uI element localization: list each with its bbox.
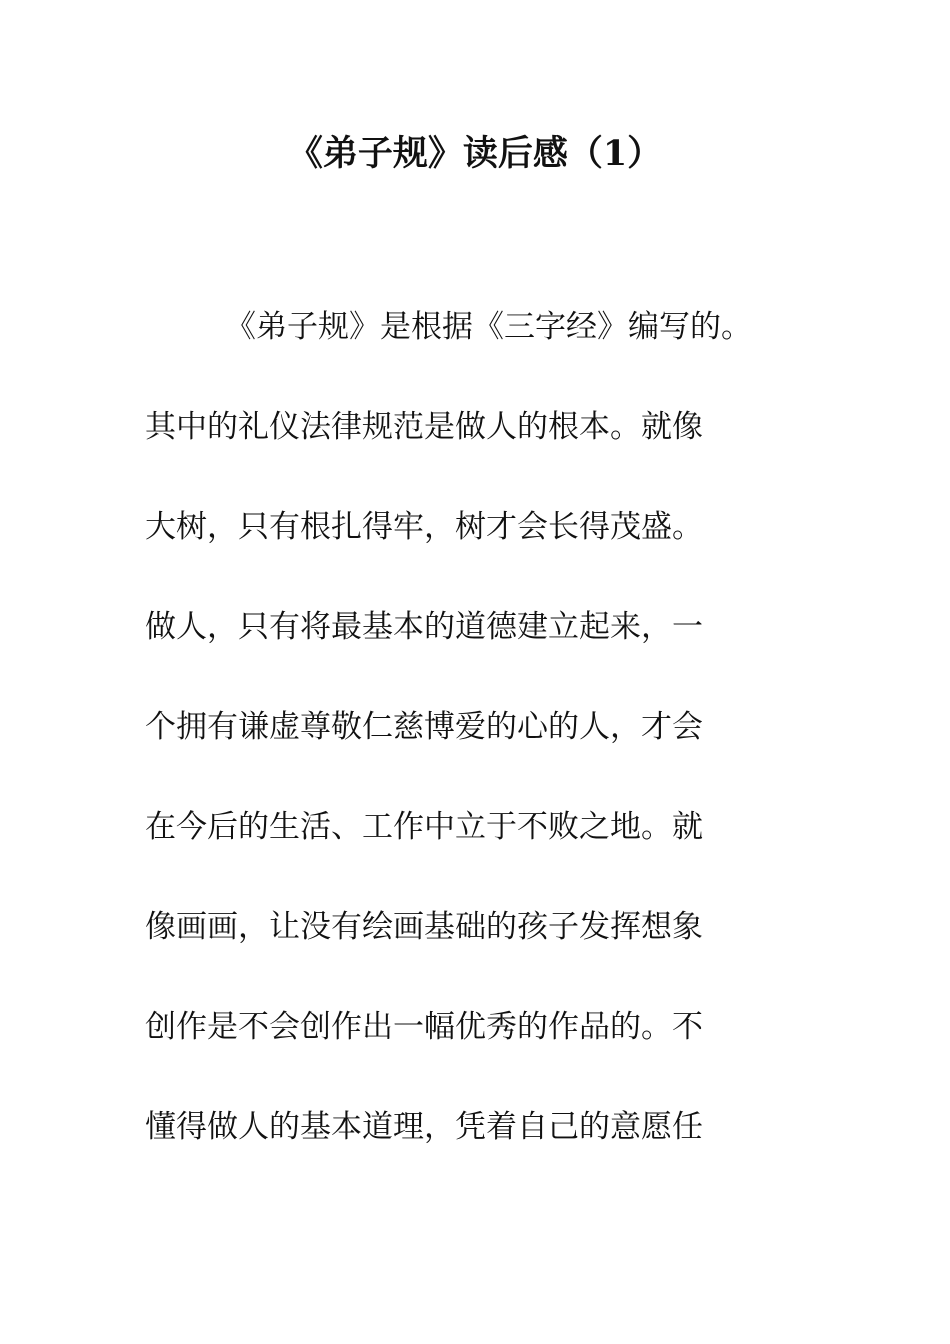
text-line-7: 像画画，让没有绘画基础的孩子发挥想象 bbox=[145, 909, 703, 945]
text-line-4: 做人，只有将最基本的道德建立起来，一 bbox=[145, 609, 703, 645]
text-line-5: 个拥有谦虚尊敬仁慈博爱的心的人，才会 bbox=[145, 709, 703, 745]
text-line-1: 《弟子规》是根据《三字经》编写的。 bbox=[225, 309, 752, 345]
document-title: 《弟子规》读后感（1） bbox=[287, 133, 663, 174]
text-line-3: 大树，只有根扎得牢，树才会长得茂盛。 bbox=[145, 509, 703, 545]
document-body bbox=[145, 300, 805, 1200]
text-line-2: 其中的礼仪法律规范是做人的根本。就像 bbox=[145, 409, 703, 445]
text-line-9: 懂得做人的基本道理，凭着自己的意愿任 bbox=[145, 1109, 703, 1145]
text-line-8: 创作是不会创作出一幅优秀的作品的。不 bbox=[145, 1009, 703, 1045]
text-line-6: 在今后的生活、工作中立于不败之地。就 bbox=[145, 809, 703, 845]
